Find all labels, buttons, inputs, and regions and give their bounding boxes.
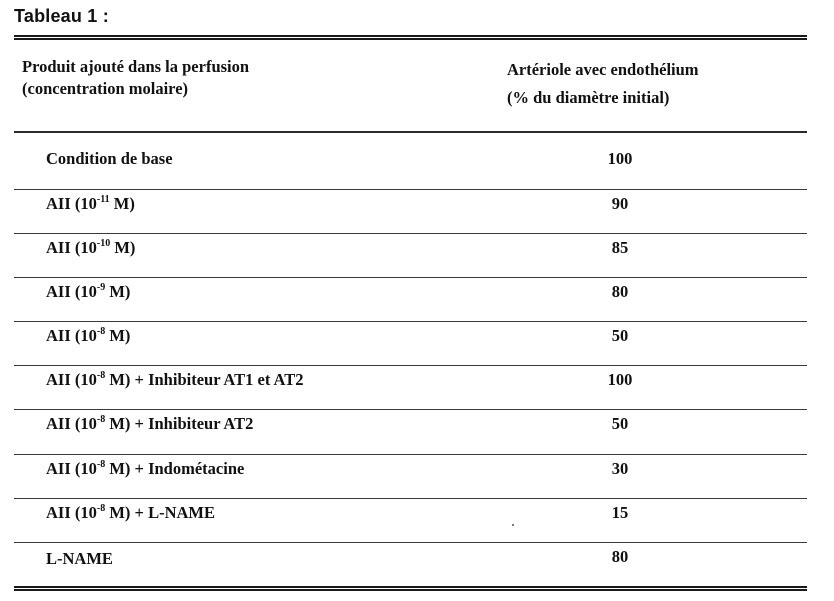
column-header-product [22, 56, 249, 100]
row-label: AII ($10^{-8}$ M) + Inhibiteur AT1 et AT2 [46, 370, 304, 389]
row-rule [14, 454, 807, 455]
row-value: 100 [607, 149, 633, 168]
column-header-arteriole [507, 56, 699, 112]
row-value: 90 [611, 194, 629, 213]
row-value: 80 [611, 547, 629, 566]
row-label: Condition de base [46, 149, 173, 168]
column-header-product-line2: (concentration molaire) [22, 79, 189, 98]
column-header-product-line1: Produit ajouté dans la perfusion [22, 57, 250, 76]
top-rule [14, 35, 807, 40]
row-rule [14, 321, 807, 322]
row-rule [14, 542, 807, 543]
bottom-rule [14, 586, 807, 591]
row-label: AII ($10^{-9}$ M) [46, 282, 131, 301]
row-value: 100 [607, 370, 633, 389]
row-label: AII ($10^{-8}$ M) + Inhibiteur AT2 [46, 414, 254, 433]
scan-speck [512, 524, 514, 526]
row-value: 85 [611, 238, 629, 257]
row-value: 50 [611, 414, 629, 433]
column-header-arteriole-line1: Artériole avec endothélium [507, 60, 699, 79]
column-header-arteriole-line2: (% du diamètre initial) [507, 88, 670, 107]
row-value: 15 [611, 503, 629, 522]
header-rule [14, 131, 807, 133]
row-rule [14, 365, 807, 366]
row-label: AII ($10^{-8}$ M) [46, 326, 131, 345]
row-value: 80 [611, 282, 629, 301]
row-rule [14, 277, 807, 278]
row-label: AII ($10^{-8}$ M) + Indométacine [46, 459, 245, 478]
row-value: 50 [611, 326, 629, 345]
row-value: 30 [611, 459, 629, 478]
row-rule [14, 498, 807, 499]
row-label: L-NAME [46, 549, 113, 568]
row-rule [14, 233, 807, 234]
table-caption: Tableau 1 : [14, 6, 109, 26]
row-label: AII ($10^{-8}$ M) + L-NAME [46, 503, 215, 522]
row-label: AII ($10^{-10}$ M) [46, 238, 136, 257]
row-rule [14, 189, 807, 190]
row-label: AII ($10^{-11}$ M) [46, 194, 135, 213]
row-rule [14, 409, 807, 410]
